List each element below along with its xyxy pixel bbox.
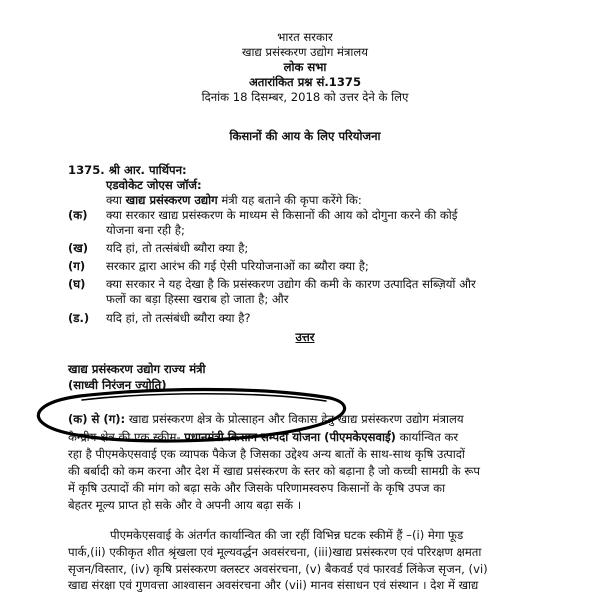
answer-para1-line3: रहा है पीएमकेएसवाई एक व्यापक पैकेज है जिसका उद्देश्य अन्य बातों के साथ-साथ कृषि उत्पादों [68,447,465,461]
question-item-mark: (ड.) [68,311,90,325]
header-government: भारत सरकार [277,30,333,44]
question-item-text: क्या सरकार ने यह देखा है कि प्रसंस्करण उद्योग की कमी के कारण उत्पादित सब्ज़ियों और [106,277,476,291]
answer-heading: उत्तर [295,330,315,344]
question-item-mark: (घ) [68,277,86,291]
question-item-text-cont: फलों का बड़ा हिस्सा खराब हो जाता है; और [106,292,289,306]
answer-para1-line6: बेहतर मूल्य प्राप्त हो सके और वे अपनी आय बढ़ा सकें । [68,498,302,512]
question-member-1: 1375. श्री आर. पार्थिपन: [68,163,187,177]
question-item-mark: (क) [68,208,88,222]
answer-para1-line2-pre: केन्द्रीय क्षेत्र की एक स्कीम- [68,430,185,444]
page-title: किसानों की आय के लिए परियोजना [229,129,381,143]
question-intro-ministry: खाद्य प्रसंस्करण उद्योग [125,193,218,207]
header-house: लोक सभा [283,60,327,74]
answer-para2-line4: खाद्य संरक्षा एवं गुणवत्ता आश्वासन अवसंरचना और (vii) मानव संसाधन एवं संस्थान । देश में खाद्य [68,578,479,592]
question-member-2: एडवोकेट जोएस जॉर्ज: [106,178,202,192]
question-item-text: क्या सरकार खाद्य प्रसंस्करण के माध्यम से किसानों की आय को दोगुना करने की कोई [106,208,458,222]
answer-para2-line2: पार्क,(ii) एकीकृत शीत श्रृंखला एवं मूल्यवर्द्धन अवसंरचना, (iii)खाद्य प्रसंस्करण एवं परिरक्षण क्षमता [68,545,482,559]
answer-para1-scheme: प्रधानमंत्री किसान सम्पदा योजना (पीएमकेएसवाई) [184,430,396,444]
answer-para1-line4: की बर्बादी को कम करना और देश में खाद्य प्रसंस्करण के स्तर को बढ़ाना है जो कच्ची सामग्री के रूप [68,464,480,478]
question-item-mark: (ख) [68,241,89,255]
header-ministry: खाद्य प्रसंस्करण उद्योग मंत्रालय [242,45,368,59]
answer-para1-lead: (क) से (ग): [68,412,126,426]
answer-para2-line1: पीएमकेएसवाई के अंतर्गत कार्यान्वित की जा रहीं विभिन्न घटक स्कीमें हैं –(i) मेगा फूड [110,528,464,542]
question-item-mark: (ग) [68,259,86,273]
answer-para1-line5: में कृषि उत्पादों की मांग को बढ़ा सके और जिसके परिणामस्वरुप किसानों के कृषि उपज का [68,481,446,495]
minister-title: खाद्य प्रसंस्करण उद्योग राज्य मंत्री [68,362,206,376]
question-item-text: सरकार द्वारा आरंभ की गई ऐसी परियोजनाओं का ब्यौरा क्या है; [106,259,369,273]
question-intro-post: मंत्री यह बताने की कृपा करेंगे कि: [217,193,362,207]
minister-name: (साध्वी निरंजन ज्योति) [68,378,167,392]
answer-para1-line1: खाद्य प्रसंस्करण क्षेत्र के प्रोत्साहन और विकास हेतु खाद्य प्रसंस्करण उद्योग मंत्रालय [125,412,464,426]
answer-para2-line3: सृजन/विस्तार, (iv) कृषि प्रसंस्करण क्लस्टर अवसंरचना, (v) बैकवर्ड एवं फारवर्ड लिंकेज सृजन, (vi) [68,562,488,576]
question-item-text-cont: योजना बना रही है; [106,223,185,237]
header-question-number: अतारांकित प्रश्न सं.1375 [248,75,362,89]
question-item-text: यदि हां, तो तत्संबंधी ब्यौरा क्या है? [106,311,251,325]
header-answer-date: दिनांक 18 दिसम्बर, 2018 को उत्तर देने के लिए [201,90,409,104]
question-item-text: यदि हां, तो तत्संबंधी ब्यौरा क्या है; [106,241,249,255]
answer-para1-line2-post: कार्यान्वित कर [395,430,459,444]
question-intro-pre: क्या [106,193,126,207]
